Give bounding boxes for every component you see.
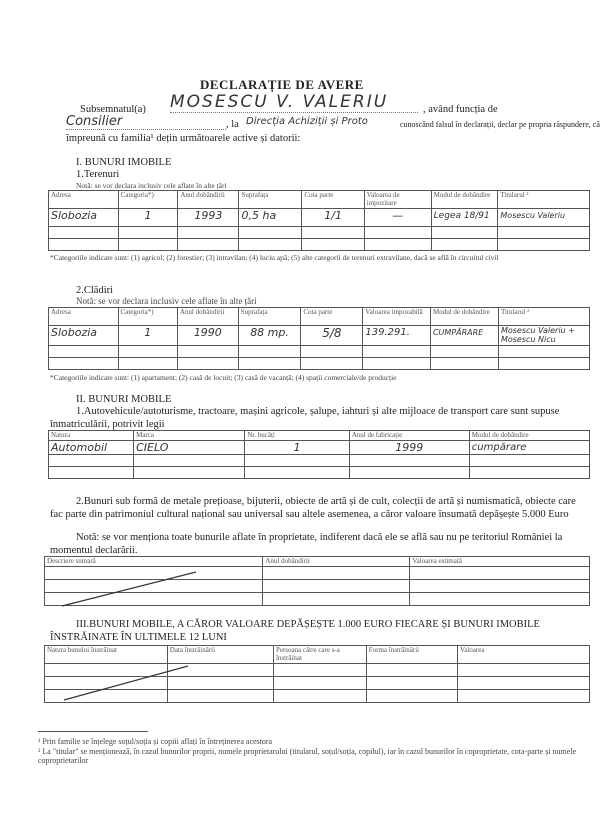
th-cota: Cota parte xyxy=(302,191,364,209)
cell-titular: Mosescu Valeriu xyxy=(498,209,590,227)
intro-line2: împreună cu familia¹ dețin următoarele active și datorii: xyxy=(66,133,301,144)
function-value: Consilier xyxy=(66,114,226,130)
cell-titular: Mosescu Valeriu + Mosescu Nicu xyxy=(498,326,589,346)
cell-adresa: Slobozia xyxy=(49,326,119,346)
th-anul-dobandirii: Anul dobândirii xyxy=(263,557,410,567)
table-row xyxy=(49,326,590,346)
cell-modul: Legea 18/91 xyxy=(431,209,498,227)
th-nr-bucati: Nr. bucăți xyxy=(245,431,349,441)
th-data-instrainarii: Data înstrăinării xyxy=(167,646,273,664)
th-suprafata: Suprafața xyxy=(238,308,301,326)
declarant-name: MOSESCU V. VALERIU xyxy=(170,92,418,113)
th-valoare: Valoarea impozabilă xyxy=(363,308,431,326)
subsemnatul-label: Subsemnatul(a) xyxy=(80,104,146,115)
terenuri-footnote: *Categoriile indicate sunt: (1) agricol; (2) forestier; (3) intravilan; (4) luciu apă; (5) alte categorii de terenuri extravilane, dacă se află în circuitul civil xyxy=(50,253,499,262)
th-natura-bunului: Natura bunului înstrăinat xyxy=(45,646,168,664)
th-titular: Titularul ² xyxy=(498,191,590,209)
th-valoare: Valoarea de impozitare xyxy=(364,191,431,209)
section3-heading: III.BUNURI MOBILE, A CĂROR VALOARE DEPĂȘEȘTE 1.000 EURO FIECARE ȘI BUNURI IMOBILE ÎNSTRĂINATE ÎN ULTIMELE 12 LUNI xyxy=(50,619,540,643)
th-titular: Titularul ² xyxy=(498,308,589,326)
th-valoarea-estimata: Valoarea estimată xyxy=(410,557,590,567)
footnote-divider xyxy=(38,731,148,732)
th-anul: Anul dobândirii xyxy=(177,308,238,326)
vehicule-table xyxy=(48,430,590,479)
cladiri-note: Notă: se vor declara inclusiv cele aflate în alte țări xyxy=(76,296,257,306)
cell-modul: cumpărare xyxy=(469,441,589,455)
cell-suprafata: 88 mp. xyxy=(238,326,301,346)
cell-anul: 1993 xyxy=(178,209,239,227)
metale-note: Notă: se vor menționa toate bunurile aflate în proprietate, indiferent dacă ele se află sau nu pe teritoriul României la momentul declarării. xyxy=(50,532,563,556)
cladiri-footnote: *Categoriile indicate sunt: (1) apartament; (2) casă de locuit; (3) casă de vacanță; (4) spații comerciale/de producție xyxy=(50,373,397,382)
cell-nr-bucati: 1 xyxy=(245,441,349,455)
cell-cota: 1/1 xyxy=(302,209,364,227)
vehicule-text: 1.Autovehicule/autoturisme, tractoare, mașini agricole, șalupe, iahturi și alte mijloace de transport care sunt supuse înmatriculării, potrivit legii xyxy=(50,406,560,430)
th-forma: Forma înstrăinării xyxy=(366,646,457,664)
cunoscand-text: cunoscând falsul în declarații, declar pe propria răspundere, că xyxy=(400,120,600,129)
cladiri-heading: 2.Clădiri xyxy=(76,285,114,296)
th-modul: Modul de dobândire xyxy=(430,308,498,326)
th-suprafata: Suprafața xyxy=(239,191,302,209)
cell-valoare: — xyxy=(364,209,431,227)
th-natura: Natura xyxy=(49,431,134,441)
th-categoria: Categoria*) xyxy=(118,308,177,326)
th-anul-fabricatie: Anul de fabricație xyxy=(349,431,469,441)
th-modul: Modul de dobândire xyxy=(469,431,589,441)
th-valoarea: Valoarea xyxy=(457,646,589,664)
document-title: DECLARAȚIE DE AVERE xyxy=(200,77,364,92)
footnote-1: ¹ Prin familie se înțelege soțul/soția și copiii aflați în întreținerea acestora xyxy=(38,737,273,746)
cell-cota: 5/8 xyxy=(301,326,363,346)
section1-heading: I. BUNURI IMOBILE xyxy=(76,157,172,168)
metale-text: 2.Bunuri sub formă de metale prețioase, bijuterii, obiecte de artă și de cult, colecții de artă și numismatică, obiecte care fac parte din patrimoniul cultural național sau universal sau altele asemenea, a căror valoare însumată depășește 5.000 Euro xyxy=(50,496,576,520)
th-marca: Marca xyxy=(134,431,245,441)
th-persoana: Persoana către care s-a înstrăinat xyxy=(273,646,366,664)
cell-suprafata: 0,5 ha xyxy=(239,209,302,227)
section2-heading: II. BUNURI MOBILE xyxy=(76,394,172,405)
avand-functia: , având funcția de xyxy=(423,104,498,115)
strikethrough-line xyxy=(62,662,192,702)
th-adresa: Adresa xyxy=(49,308,119,326)
cell-marca: CIELO xyxy=(134,441,245,455)
th-anul: Anul dobândirii xyxy=(178,191,239,209)
terenuri-table xyxy=(48,190,590,251)
cell-adresa: Slobozia xyxy=(49,209,119,227)
table-row xyxy=(49,441,590,455)
th-cota: Cota parte xyxy=(301,308,363,326)
institution-value: Direcția Achiziții și Proto xyxy=(246,116,368,127)
cell-valoare: 139.291. xyxy=(363,326,431,346)
cell-categoria: 1 xyxy=(118,326,177,346)
cell-anul-fabricatie: 1999 xyxy=(349,441,469,455)
terenuri-heading: 1.Terenuri xyxy=(76,169,120,180)
th-categoria: Categoria*) xyxy=(118,191,178,209)
cell-natura: Automobil xyxy=(49,441,134,455)
table-row xyxy=(49,209,590,227)
th-adresa: Adresa xyxy=(49,191,119,209)
th-descriere: Descriere sumară xyxy=(45,557,263,567)
cell-anul: 1990 xyxy=(177,326,238,346)
footnote-2: ² La "titular" se menționează, în cazul bunurilor proprii, numele proprietarului (titularul, soțul/soția, copilul), iar în cazul bunurilor în coproprietate, cota-parte și numele coproprietarilor xyxy=(38,747,577,765)
th-modul: Modul de dobândire xyxy=(431,191,498,209)
la-label: , la xyxy=(226,119,239,130)
cell-categoria: 1 xyxy=(118,209,178,227)
cell-modul: CUMPĂRARE xyxy=(430,326,498,346)
cladiri-table xyxy=(48,307,590,370)
terenuri-note: Notă: se vor declara inclusiv cele aflate în alte țări xyxy=(76,181,227,190)
strikethrough-line xyxy=(60,568,200,608)
